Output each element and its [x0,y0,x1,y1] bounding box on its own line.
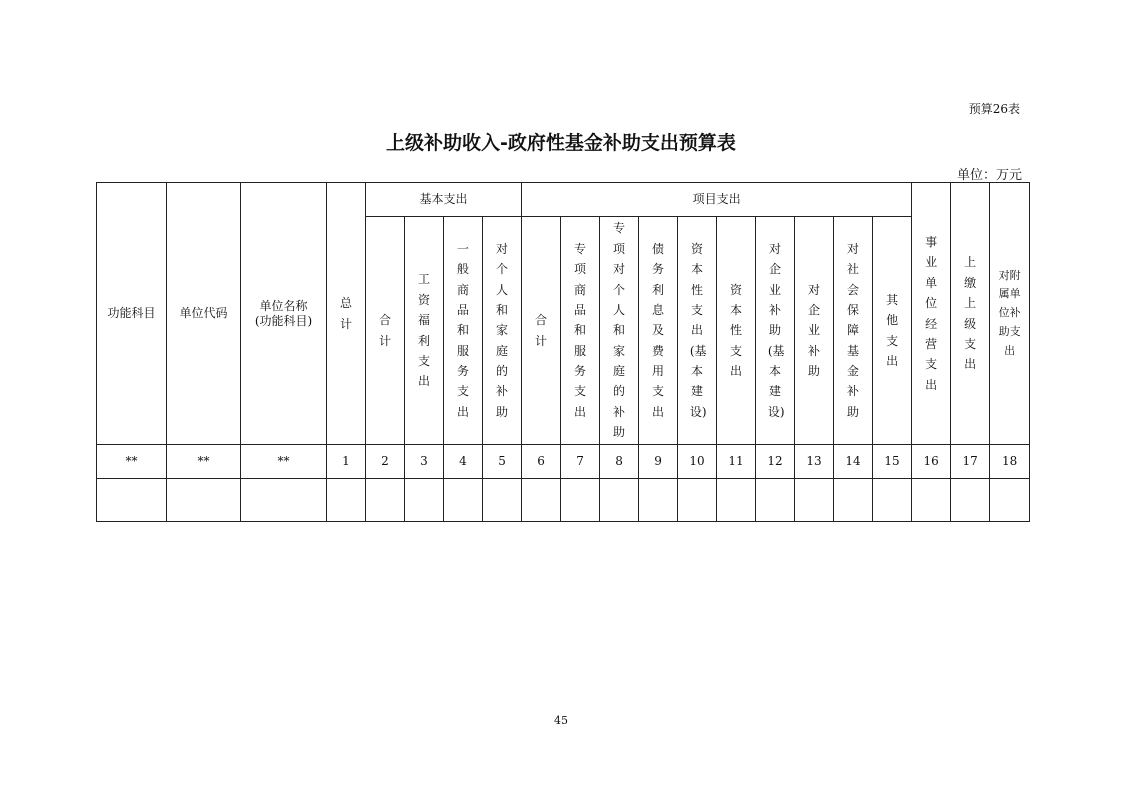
header-project-text: 其他支出 [886,292,899,368]
header-project-text: 专项对个人和家庭的补助 [613,221,626,440]
data-cell [834,479,873,522]
header-total [327,183,366,445]
data-cell [483,479,522,522]
data-cell [522,479,561,522]
header-project-col [561,217,600,445]
budget-table [96,182,1030,522]
index-cell: 8 [600,445,639,479]
header-project-col [834,217,873,445]
index-cell: 10 [678,445,717,479]
header-project-col [639,217,678,445]
index-row [97,445,1030,479]
header-project-text: 对企业补助(基本建设) [767,241,785,419]
table-number-label: 预算26表 [968,102,1020,116]
header-basic-col [366,217,405,445]
header-basic-text: 对个人和家庭的补助 [496,241,509,419]
index-cell: 2 [366,445,405,479]
header-project-group: 项目支出 [522,183,912,217]
header-project-col [522,217,561,445]
header-unit-code: 单位代码 [167,183,241,445]
header-project-text: 对社会保障基金补助 [847,241,860,419]
index-cell: ** [167,445,241,479]
header-project-text: 债务利息及费用支出 [652,241,665,419]
index-cell: ** [241,445,327,479]
data-cell [444,479,483,522]
header-basic-text: 工资福利支出 [417,272,430,389]
header-basic-col [444,217,483,445]
header-func-subject: 功能科目 [97,183,167,445]
data-cell [873,479,912,522]
index-cell: 4 [444,445,483,479]
header-project-col [795,217,834,445]
index-cell: 12 [756,445,795,479]
data-cell [167,479,241,522]
data-cell [795,479,834,522]
header-project-text: 专项商品和服务支出 [574,241,587,419]
header-unit-name-line1: 单位名称 [259,298,308,313]
data-cell [756,479,795,522]
header-project-col [600,217,639,445]
header-unit-name-line2: (功能科目) [254,313,313,328]
index-cell: 6 [522,445,561,479]
header-project-col [756,217,795,445]
header-project-col [678,217,717,445]
index-cell: 9 [639,445,678,479]
data-cell [366,479,405,522]
index-cell: 13 [795,445,834,479]
data-cell [717,479,756,522]
data-cell [951,479,990,522]
index-cell: 18 [990,445,1030,479]
data-cell [678,479,717,522]
index-cell: 14 [834,445,873,479]
data-cell [990,479,1030,522]
index-cell: 11 [717,445,756,479]
header-project-col [873,217,912,445]
unit-label: 单位：万元 [956,168,1022,183]
header-project-text: 对企业补助 [808,282,821,379]
data-cell [405,479,444,522]
header-upper-text: 上缴上级支出 [964,255,977,372]
header-project-text: 资本性支出(基本建设) [689,241,707,419]
header-total-text: 总计 [339,296,352,331]
index-cell: 15 [873,445,912,479]
index-cell: 5 [483,445,522,479]
index-cell: 17 [951,445,990,479]
index-cell: 16 [912,445,951,479]
header-project-text: 资本性支出 [730,282,743,379]
data-cell [241,479,327,522]
index-cell: ** [97,445,167,479]
header-upper [951,183,990,445]
index-cell: 1 [327,445,366,479]
page-title: 上级补助收入-政府性基金补助支出预算表 [386,132,736,154]
header-affiliated [990,183,1030,445]
header-basic-text: 合计 [378,313,391,348]
index-cell: 7 [561,445,600,479]
data-cell [912,479,951,522]
header-project-col [717,217,756,445]
header-affiliated-text: 对附属单位补助支出 [998,268,1021,357]
page-number: 45 [554,714,568,727]
header-basic-group: 基本支出 [366,183,522,217]
header-basic-text: 一般商品和服务支出 [456,241,469,419]
header-project-text: 合计 [535,313,548,348]
index-cell: 3 [405,445,444,479]
header-business-text: 事业单位经营支出 [925,234,938,392]
header-business [912,183,951,445]
header-basic-col [405,217,444,445]
header-basic-col [483,217,522,445]
data-cell [639,479,678,522]
data-cell [561,479,600,522]
data-cell [97,479,167,522]
data-cell [327,479,366,522]
data-cell [600,479,639,522]
empty-data-row [97,479,1030,522]
header-unit-name [241,183,327,445]
